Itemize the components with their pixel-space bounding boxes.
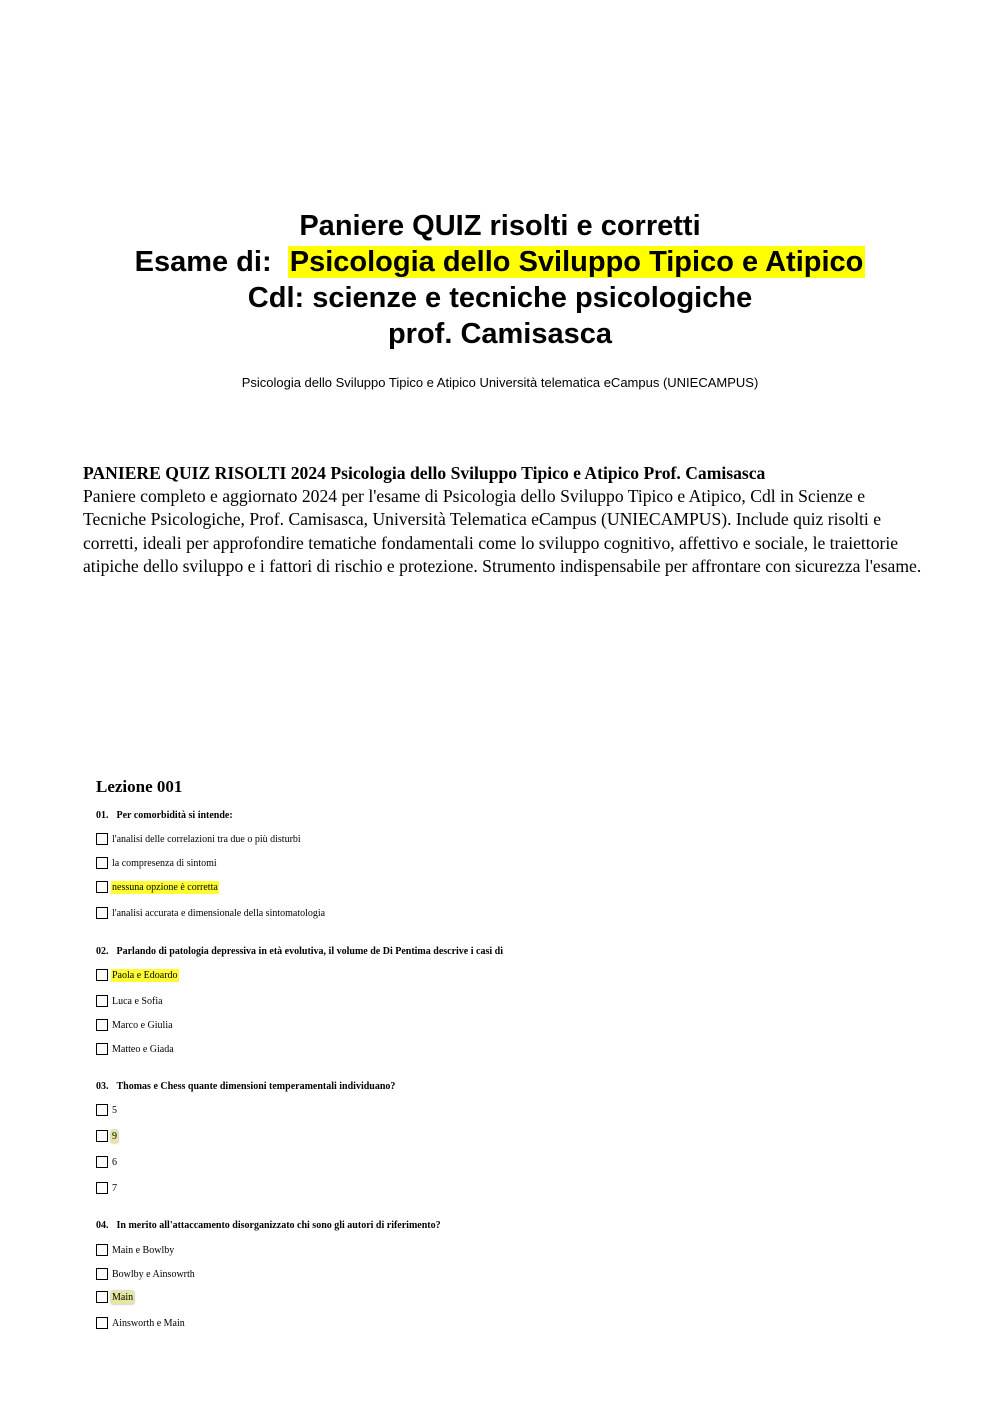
option-2a[interactable] bbox=[96, 968, 179, 982]
checkbox[interactable] bbox=[96, 1182, 108, 1194]
exam-name-highlight: Psicologia dello Sviluppo Tipico e Atipico bbox=[289, 246, 864, 278]
question-text: Per comorbidità si intende: bbox=[116, 810, 233, 821]
checkbox[interactable] bbox=[96, 1104, 108, 1116]
option-text-correct: Main bbox=[112, 1291, 134, 1303]
option-3d[interactable] bbox=[96, 1181, 118, 1195]
option-3c[interactable] bbox=[96, 1155, 118, 1169]
option-1c[interactable] bbox=[96, 880, 219, 894]
question-4 bbox=[96, 1220, 441, 1231]
checkbox[interactable] bbox=[96, 969, 108, 981]
checkbox[interactable] bbox=[96, 1268, 108, 1280]
option-text: 5 bbox=[112, 1104, 117, 1116]
option-1a[interactable] bbox=[96, 832, 302, 846]
checkbox[interactable] bbox=[96, 881, 108, 893]
checkbox[interactable] bbox=[96, 857, 108, 869]
checkbox[interactable] bbox=[96, 1317, 108, 1329]
question-number: 02. bbox=[96, 946, 109, 957]
checkbox[interactable] bbox=[96, 1043, 108, 1055]
checkbox[interactable] bbox=[96, 833, 108, 845]
option-text-correct: Paola e Edoardo bbox=[112, 969, 178, 981]
option-2c[interactable] bbox=[96, 1018, 174, 1032]
option-2d[interactable] bbox=[96, 1042, 175, 1056]
option-1d[interactable] bbox=[96, 906, 326, 920]
checkbox[interactable] bbox=[96, 907, 108, 919]
option-text: Bowlby e Ainsowrth bbox=[112, 1268, 195, 1280]
option-text: Marco e Giulia bbox=[112, 1019, 173, 1031]
option-text: 6 bbox=[112, 1156, 117, 1168]
question-number: 04. bbox=[96, 1220, 109, 1231]
option-4c[interactable] bbox=[96, 1290, 134, 1304]
question-text: In merito all'attaccamento disorganizzato chi sono gli autori di riferimento? bbox=[116, 1220, 441, 1231]
description-heading: PANIERE QUIZ RISOLTI 2024 Psicologia dello Sviluppo Tipico e Atipico Prof. Camisasca bbox=[83, 463, 766, 483]
exam-label: Esame di: bbox=[134, 246, 272, 278]
document-title bbox=[0, 208, 1000, 352]
lesson-title: Lezione 001 bbox=[96, 777, 183, 796]
option-text: 7 bbox=[112, 1182, 117, 1194]
option-text: Main e Bowlby bbox=[112, 1244, 175, 1256]
title-line-2 bbox=[0, 244, 1000, 280]
option-1b[interactable] bbox=[96, 856, 218, 870]
checkbox[interactable] bbox=[96, 1130, 108, 1142]
option-4d[interactable] bbox=[96, 1316, 186, 1330]
description-body: Paniere completo e aggiornato 2024 per l'esame di Psicologia dello Sviluppo Tipico e Atipico, Cdl in Scienze e Tecniche Psicologiche, Prof. Camisasca, Università Telematica eCampus (UNIECAMPUS). Include quiz risolti e corretti, ideali per approfondire tematiche fondamentali come lo sviluppo cognitivo, affettivo e sociale, le traiettorie atipiche dello sviluppo e i fattori di rischio e protezione. Strumento indispensabile per affrontare con sicurezza l'esame. bbox=[83, 486, 922, 576]
checkbox[interactable] bbox=[96, 1019, 108, 1031]
option-text: l'analisi accurata e dimensionale della sintomatologia bbox=[112, 907, 326, 919]
title-line-3: Cdl: scienze e tecniche psicologiche bbox=[247, 282, 753, 314]
option-text: l'analisi delle correlazioni tra due o più disturbi bbox=[112, 833, 301, 845]
option-2b[interactable] bbox=[96, 994, 164, 1008]
checkbox[interactable] bbox=[96, 1156, 108, 1168]
option-text-correct: 9 bbox=[112, 1130, 117, 1142]
question-2 bbox=[96, 946, 503, 957]
question-text: Thomas e Chess quante dimensioni temperamentali individuano? bbox=[116, 1081, 396, 1092]
option-text: Matteo e Giada bbox=[112, 1043, 174, 1055]
option-text-correct: nessuna opzione è corretta bbox=[112, 881, 218, 893]
question-number: 01. bbox=[96, 810, 109, 821]
checkbox[interactable] bbox=[96, 1291, 108, 1303]
question-3 bbox=[96, 1081, 395, 1092]
question-1 bbox=[96, 810, 233, 821]
checkbox[interactable] bbox=[96, 1244, 108, 1256]
option-text: Luca e Sofia bbox=[112, 995, 163, 1007]
option-3b[interactable] bbox=[96, 1129, 118, 1143]
option-4b[interactable] bbox=[96, 1267, 196, 1281]
question-number: 03. bbox=[96, 1081, 109, 1092]
option-4a[interactable] bbox=[96, 1243, 175, 1257]
document-subtitle: Psicologia dello Sviluppo Tipico e Atipico Università telematica eCampus (UNIECAMPUS) bbox=[241, 375, 759, 390]
question-text: Parlando di patologia depressiva in età evolutiva, il volume de Di Pentima descrive i casi di bbox=[116, 946, 503, 957]
title-line-4: prof. Camisasca bbox=[387, 318, 613, 350]
checkbox[interactable] bbox=[96, 995, 108, 1007]
option-3a[interactable] bbox=[96, 1103, 118, 1117]
description bbox=[83, 462, 923, 578]
title-line-1: Paniere QUIZ risolti e corretti bbox=[299, 210, 701, 242]
option-text: la compresenza di sintomi bbox=[112, 857, 217, 869]
option-text: Ainsworth e Main bbox=[112, 1317, 185, 1329]
